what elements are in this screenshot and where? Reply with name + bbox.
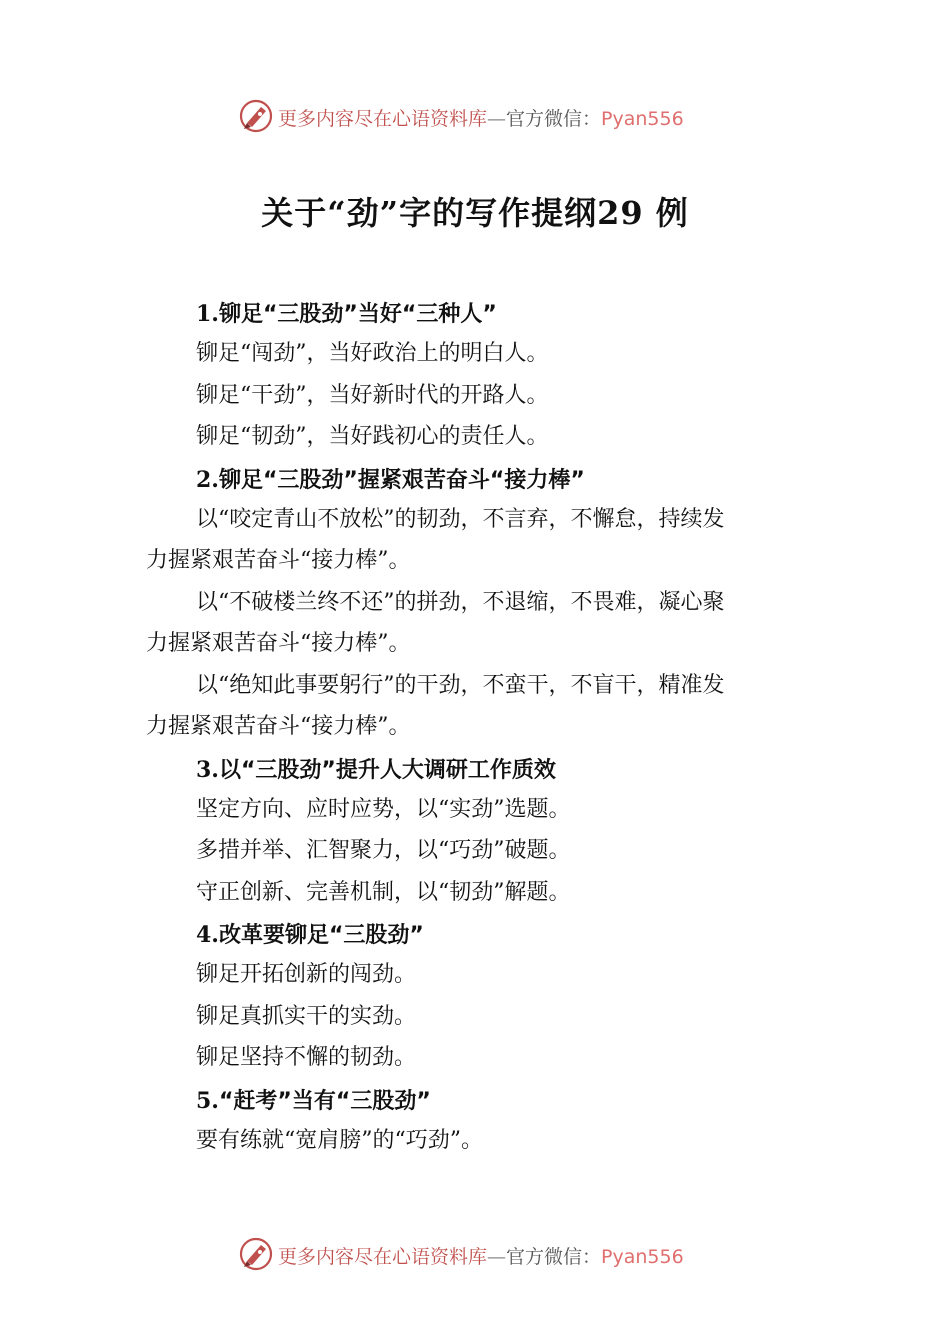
banner-wechat-label: 官方微信： (506, 108, 602, 130)
paragraph-line: 以“绝知此事要躬行”的干劲，不蛮干，不盲干，精准发 (196, 672, 725, 698)
section-heading-text: 以“三股劲”提升人大调研工作质效 (218, 757, 556, 783)
pen-nib-logo-icon (238, 98, 274, 134)
banner-wechat-id: Pyan556 (601, 1246, 684, 1268)
banner-main-text: 更多内容尽在心语资料库 (278, 1246, 488, 1268)
section-number: 5. (196, 1087, 219, 1114)
section-heading-text: “赶考”当有“三股劲” (218, 1088, 431, 1114)
paragraph-line: 力握紧艰苦奋斗“接力棒”。 (146, 631, 411, 656)
list-item: 多措并举、汇智聚力，以“巧劲”破题。 (196, 838, 571, 863)
section-heading-text: 铆足“三股劲”握紧艰苦奋斗“接力棒” (218, 467, 585, 493)
list-item: 坚定方向、应时应势，以“实劲”选题。 (196, 796, 571, 822)
section-heading-text: 铆足“三股劲”当好“三种人” (218, 302, 497, 327)
banner-text (278, 1242, 684, 1269)
paragraph-line: 以“不破楼兰终不还”的拼劲，不退缩，不畏难，凝心聚 (196, 589, 725, 615)
section-heading (146, 464, 808, 497)
section-heading (146, 298, 808, 331)
list-item: 铆足“韧劲”，当好践初心的责任人。 (196, 424, 549, 449)
document-body (146, 298, 808, 1161)
section-heading-text: 改革要铆足“三股劲” (218, 923, 424, 948)
header-banner (0, 96, 950, 136)
list-item: 要有练就“宽肩膀”的“巧劲”。 (196, 1127, 483, 1153)
banner-wechat-id: Pyan556 (601, 108, 684, 130)
banner-wechat-label: 官方微信： (506, 1246, 602, 1268)
list-item: 铆足开拓创新的闯劲。 (196, 962, 417, 987)
list-item: 铆足坚持不懈的韧劲。 (196, 1045, 417, 1070)
section-number: 4. (196, 922, 219, 948)
pen-nib-logo-icon (238, 1236, 274, 1272)
banner-separator: — (487, 108, 507, 130)
banner-separator: — (487, 1246, 507, 1268)
section-number: 2. (196, 466, 219, 493)
paragraph-line: 力握紧艰苦奋斗“接力棒”。 (146, 548, 411, 573)
list-item: 铆足“干劲”，当好新时代的开路人。 (196, 382, 549, 408)
paragraph-line: 力握紧艰苦奋斗“接力棒”。 (146, 714, 411, 739)
section-heading (146, 754, 808, 787)
section-number: 1. (196, 301, 219, 327)
banner-text (278, 104, 684, 131)
section-heading (146, 919, 808, 952)
list-item: 铆足真抓实干的实劲。 (196, 1003, 417, 1029)
document-title: 关于“劲”字的写作提纲29 例 (261, 194, 689, 232)
section-number: 3. (196, 756, 219, 783)
list-item: 铆足“闯劲”，当好政治上的明白人。 (196, 341, 549, 366)
list-item: 守正创新、完善机制，以“韧劲”解题。 (196, 879, 571, 905)
paragraph-line: 以“咬定青山不放松”的韧劲，不言弃，不懈怠，持续发 (196, 506, 725, 532)
footer-banner (0, 1234, 950, 1274)
section-heading (146, 1085, 808, 1118)
banner-main-text: 更多内容尽在心语资料库 (278, 108, 488, 130)
